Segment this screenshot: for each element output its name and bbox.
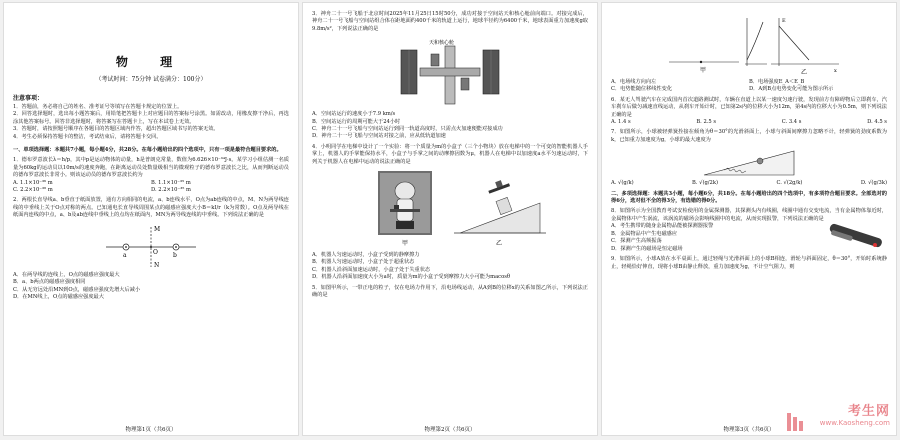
notice-item: 4．考生必须保持答题卡的整洁，考试结束后，请将答题卡交回。 (13, 133, 162, 140)
label-m: M (154, 225, 161, 233)
option-c: C．从无穷远处沿MN到O点，磁感应强度先增大后减小 (13, 286, 141, 293)
option-b: B. 2.5 s (696, 119, 717, 126)
question-7: 7．如图所示，小球被轻弹簧拴接在倾角为θ＝30°的光滑斜面上，小球与斜面间摩擦力忽略不计，轻弹簧的劲度系数为k，已知重力加速度为g，小球的最大速度为 (611, 129, 887, 143)
station-label: 天和核心舱 (429, 40, 455, 47)
option-b: B. 1.1×10⁻³⁵ m (151, 179, 191, 186)
option-a: A. 1.4 s (611, 119, 631, 126)
question-5-options (611, 79, 887, 94)
option-a: A．考生携带的随身金属物品能被探测器报警 (611, 223, 714, 230)
figure-yi-label: 乙 (801, 69, 808, 76)
subject-title: 物 理 (115, 55, 187, 69)
question-6: 6．某无人驾驶汽车在完成国内首次道路测试时，车辆在直道上以某一速度匀速行驶，发现前方有障碍物后立即刹车，汽车刹车后做匀减速直线运动，从刹车开始计时，已知第2s内的位移大小为12m，第4s内的位移大小为0.5m，则下列说法正确的是 (611, 96, 887, 118)
page-footer: 物理第2页（共6页） (424, 427, 476, 433)
option-b: B．金属物品中产生电磁感应 (611, 230, 678, 237)
option-d: D．神舟二十一号飞船与空间站对接之前，应从低轨道加速 (312, 133, 446, 140)
axis-x-label: x (834, 68, 837, 74)
watermark-url: www.Kaosheng.com (819, 419, 890, 427)
figure-jia-label: 甲 (700, 67, 707, 74)
page-footer: 物理第1页（共6页） (125, 427, 177, 433)
notice-item: 2．回答选择题时，选出每小题答案后，用铅笔把答题卡上对应题目的答案标号涂黑。如需改动，用橡皮擦干净后，再选涂其他答案标号。回答非选择题时，将答案写在答题卡上，写在本试卷上无效。 (13, 111, 289, 125)
option-b: B．空间站运行的周期可能大于24小时 (312, 118, 401, 125)
metal-detector-image (823, 223, 887, 253)
space-station-figure (312, 36, 588, 108)
question-5: 5．如图甲所示，一带正电的粒子，仅在电场力作用下，沿电场线运动，从A到B的位移x的关系如图乙所示，下列说法正确的是 (312, 284, 588, 299)
option-d: D．机器人沿斜面加速度大小为a时，质量为m的小盒子受到摩擦力大小可能为macosθ (312, 274, 510, 281)
option-c: C．电势能随位移线性变化 (611, 86, 673, 93)
question-2: 2．两根长直导线a、b垂直于纸面放置，通有方向相同的电流，a、b连线水平，O点为ab连线的中点，M、N为两导线连线的中垂线上关于O点对称的两点。已知通电长直导线周围某点的磁感应强度大小B＝kI/r（k为常数）。O点及两导线在纸面内连线的中点，a、b及ab连线中垂线上的点均在纸面内，MN为两导线连线的中垂线。下列说法正确的是 (13, 197, 289, 219)
label-a: a (123, 251, 127, 259)
figure-yi-label: 乙 (496, 240, 503, 248)
option-d: D. 2.2×10⁻³⁵ m (151, 187, 191, 194)
question-1: 1．德布罗意波长λ＝h/p，其中p是运动物体的动量，h是普朗克常量，数值为6.626×10⁻³⁴J·s。某学习小组估测一名质量为60kg的运动员以10m/s的速度奔跑，在距离运动员处数量级相当的微观粒子的德布罗意波长之比，从而判断运动员的德布罗意波长非常小。则该运动员的德布罗意波长约为 (13, 157, 289, 179)
question-6-options (611, 119, 887, 126)
option-d: D．A到B点电势变化可能为图示所示 (749, 86, 834, 93)
exam-page-3 (601, 2, 897, 436)
notice-title: 注意事项： (13, 95, 44, 102)
option-b: B. √(g/2k) (692, 180, 719, 187)
option-a: A．电场线方向向左 (611, 79, 657, 85)
option-c: C．探测产生高频振荡 (611, 238, 662, 245)
option-c: C．神舟二十一号飞船与空间站运行到同一轨道高度时，只需点火加速便能对接成功 (312, 126, 503, 133)
incline-figure (611, 147, 887, 177)
option-b: B．机器人匀速运动时，小盒子处于超重状态 (312, 259, 415, 266)
wire-diagram (96, 223, 206, 269)
option-a: A. 1.1×10⁻³⁶ m (13, 179, 53, 186)
notice-item: 3．答题时，请按照题号顺序在各题目的答题区域内作答，超出答题区域书写的答案无效。 (13, 126, 219, 133)
section-title: 二、多项选择题：本题共3小题，每小题6分，共18分。在每小题给出的四个选项中，有多项符合题目要求。全部选对的得6分，选对但不全的得3分，有选错的得0分。 (611, 190, 887, 205)
axis-e-label: E (782, 18, 786, 24)
watermark-brand: 考生网 (847, 404, 890, 419)
option-c: C．机器人沿斜面加速运动时，小盒子处于失重状态 (312, 266, 431, 273)
question-7-options (611, 180, 887, 187)
exam-page-2 (302, 2, 598, 436)
option-c: C. √(2g/k) (776, 180, 803, 187)
exam-page-1 (3, 2, 299, 436)
option-d: D. 4.5 s (867, 119, 887, 126)
option-d: D．在MN线上，O点的磁感应强度最大 (13, 293, 104, 300)
question-3: 3．神舟二十一号飞船于北京时间2025年11月25日15时50分，成功对接于空间站天和核心舱前向端口。对接完成后，神舟二十一号飞船与空间站组合体在距地面约400千米的轨道上运行，地球半径约为6400千米，地球表面重力加速度g取9.8m/s²，下列说法正确的是 (312, 11, 588, 32)
robot-figures (312, 169, 588, 249)
label-n: N (154, 261, 160, 269)
question-5-figures (611, 14, 887, 76)
watermark-logo-icon (786, 411, 804, 433)
question-2-figure (13, 223, 289, 269)
question-4: 4．小明同学在电梯中设计了一个实验：将一个质量为m的小盒子（三个小物块）放在电梯中的一个可变的智能机器人手掌上，机器人的手掌能保持水平，小盒子与手掌之间的动摩擦因数为μ，机器人在电梯中以加速度a水平匀速运动时，下列关于机器人在电梯中运动的说法正确的是 (312, 143, 588, 165)
option-d: D．探测产生的磁场是恒定磁场 (611, 245, 683, 252)
page-footer: 物理第3页（共6页） (723, 427, 775, 433)
option-c: C. 3.4 s (781, 119, 802, 126)
notice-item: 1．答题前，务必将自己的姓名、准考证号等填写在答题卡规定的位置上。 (13, 104, 183, 110)
option-d: D. √(g/3k) (860, 180, 887, 187)
figure-jia-label: 甲 (402, 240, 409, 248)
exam-info: （考试时间：75分钟 试卷满分：100分） (95, 76, 207, 83)
option-b: B．a、b两点的磁感应强度相同 (13, 279, 86, 286)
question-9: 9．如图所示，小球A放在水平桌面上，通过轻绳与光滑斜面上的小球B相连，滑轮与斜面固定，θ＝30°，开始时系统静止，轻绳恰好伸直，现将小球B由静止释放，重力加速度为g，不计空气阻力，则 (611, 256, 887, 270)
section-title: 一、单项选择题：本题共7小题，每小题4分，共28分。在每小题给出的四个选项中，只有一项是最符合题目要求的。 (13, 147, 282, 154)
option-a: A．机器人匀速运动时，小盒子受到的静摩擦力 (312, 252, 420, 259)
label-o: O (153, 248, 158, 256)
option-c: C. 2.2×10⁻³⁶ m (13, 187, 53, 194)
label-b: b (173, 251, 177, 259)
question-1-options (13, 180, 289, 195)
option-b: B．电场强度E_A＜E_B (749, 79, 805, 85)
option-a: A. √(g/k) (611, 180, 634, 187)
option-a: A．空间站运行的速度小于7.9 km/s (312, 111, 396, 118)
watermark (820, 400, 890, 427)
question-8: 8．如图所示为全国教育考试安检使用的金属探测器，其探测头内有线圈，线圈中通有交变电流，当有金属物体靠近时，金属物体中产生涡流，该涡流的磁场会影响线圈中的电流，从而实现报警，下列说法正确的是 (611, 208, 887, 222)
option-a: A．在两导线的连线上，O点的磁感应强度最大 (13, 271, 120, 278)
